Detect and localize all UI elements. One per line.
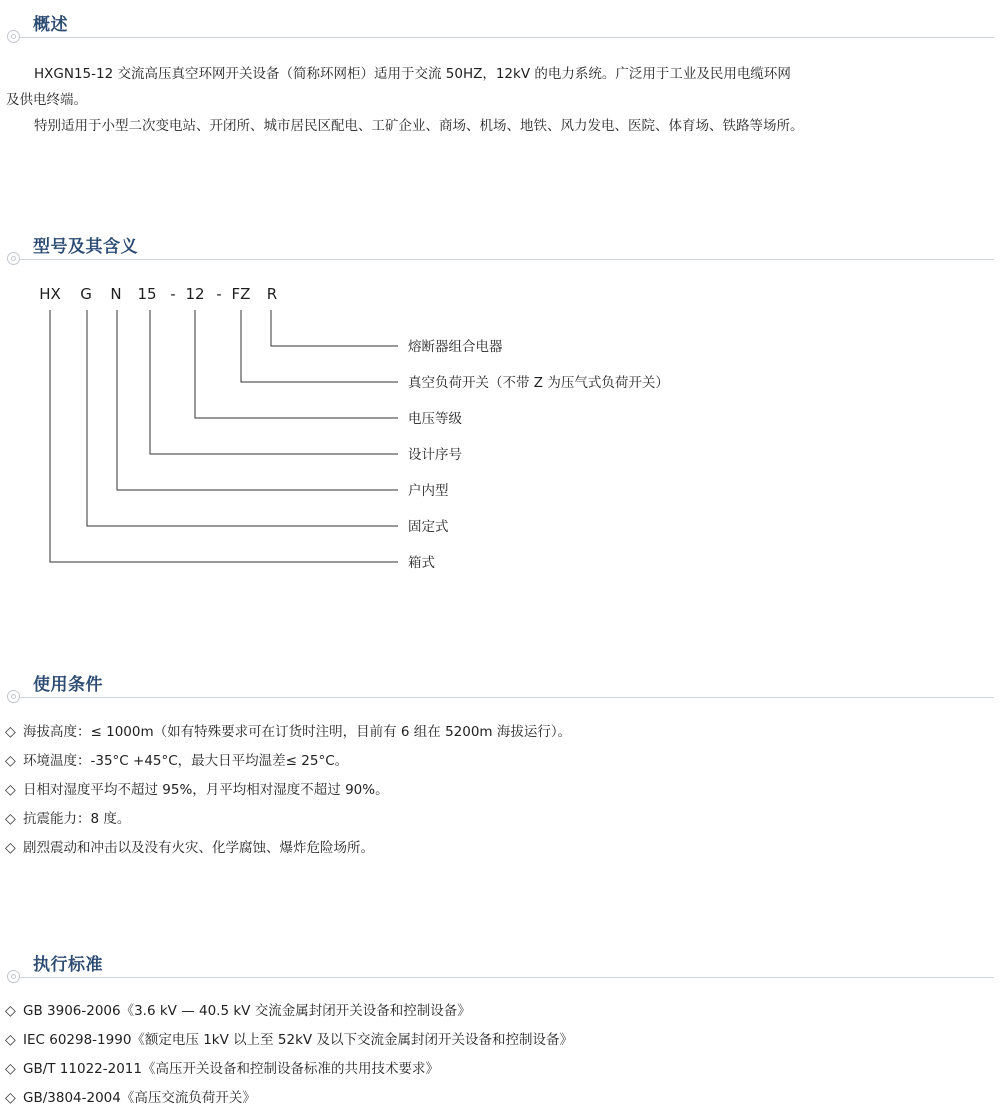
list-item: ◇ GB/T 11022-2011《高压开关设备和控制设备标准的共用技术要求》 (5, 1055, 995, 1084)
leader-line (117, 310, 398, 490)
diamond-bullet-icon: ◇ (5, 1032, 16, 1048)
section-header-model (0, 232, 1000, 272)
section-divider (20, 977, 994, 978)
section-header-conditions (0, 670, 1000, 710)
diamond-bullet-icon: ◇ (5, 840, 16, 856)
diamond-bullet-icon: ◇ (5, 1061, 16, 1077)
model-meaning-label: 固定式 (408, 519, 449, 535)
leader-line (195, 310, 398, 418)
section-header-overview (0, 10, 1000, 50)
ring-bullet-icon (7, 252, 20, 265)
model-meaning-label: 户内型 (408, 483, 449, 499)
model-meaning-label: 真空负荷开关（不带 Z 为压气式负荷开关） (408, 375, 669, 391)
overview-line: HXGN15-12 交流高压真空环网开关设备（简称环网柜）适用于交流 50HZ，12kV 的电力系统。广泛用于工业及民用电缆环网 (34, 66, 791, 82)
section-divider (20, 37, 994, 38)
model-code-part: G (80, 285, 92, 303)
diamond-bullet-icon: ◇ (5, 782, 16, 798)
overview-line: 及供电终端。 (6, 92, 87, 108)
section-title: 执行标准 (33, 955, 103, 975)
section-divider (20, 697, 994, 698)
diamond-bullet-icon: ◇ (5, 753, 16, 769)
list-item: ◇ 海拔高度：≤ 1000m（如有特殊要求可在订货时注明，目前有 6 组在 5200m 海拔运行）。 (5, 718, 995, 747)
leader-line (271, 310, 398, 346)
model-meaning-label: 熔断器组合电器 (408, 339, 503, 355)
ring-bullet-icon (7, 30, 20, 43)
section-title: 使用条件 (33, 675, 103, 695)
diamond-bullet-icon: ◇ (5, 1090, 16, 1106)
model-meaning-label: 电压等级 (408, 411, 462, 427)
model-code-part: R (266, 285, 278, 303)
model-code-part: 12 (185, 285, 205, 303)
model-meaning-label: 设计序号 (408, 447, 462, 463)
conditions-list (5, 718, 995, 863)
list-item: ◇ GB 3906-2006《3.6 kV — 40.5 kV 交流金属封闭开关设备和控制设备》 (5, 997, 995, 1026)
overview-line: 特别适用于小型二次变电站、开闭所、城市居民区配电、工矿企业、商场、机场、地铁、风力发电、医院、体育场、铁路等场所。 (34, 118, 804, 134)
model-code-part: FZ (231, 285, 251, 303)
section-header-standards (0, 950, 1000, 990)
section-divider (20, 259, 994, 260)
model-code-part: - (216, 285, 222, 303)
ring-bullet-icon (7, 690, 20, 703)
list-item: ◇ 剧烈震动和冲击以及没有火灾、化学腐蚀、爆炸危险场所。 (5, 834, 995, 863)
diamond-bullet-icon: ◇ (5, 1003, 16, 1019)
diamond-bullet-icon: ◇ (5, 811, 16, 827)
leader-line (50, 310, 398, 562)
model-code-part: - (170, 285, 176, 303)
diamond-bullet-icon: ◇ (5, 724, 16, 740)
list-item: ◇ 抗震能力：8 度。 (5, 805, 995, 834)
model-code-part: N (110, 285, 122, 303)
list-item: ◇ GB/3804-2004《高压交流负荷开关》 (5, 1084, 995, 1113)
model-code-part: HX (39, 285, 61, 303)
list-item: ◇ 环境温度：-35°C +45°C，最大日平均温差≤ 25°C。 (5, 747, 995, 776)
overview-paragraph (6, 61, 996, 139)
model-code-part: 15 (137, 285, 157, 303)
standards-list (5, 997, 995, 1113)
model-meaning-label: 箱式 (408, 555, 435, 571)
model-code-diagram (0, 270, 760, 590)
section-title: 型号及其含义 (33, 237, 138, 257)
list-item: ◇ 日相对湿度平均不超过 95%，月平均相对湿度不超过 90%。 (5, 776, 995, 805)
list-item: ◇ IEC 60298-1990《额定电压 1kV 以上至 52kV 及以下交流金属封闭开关设备和控制设备》 (5, 1026, 995, 1055)
ring-bullet-icon (7, 970, 20, 983)
section-title: 概述 (33, 15, 68, 35)
